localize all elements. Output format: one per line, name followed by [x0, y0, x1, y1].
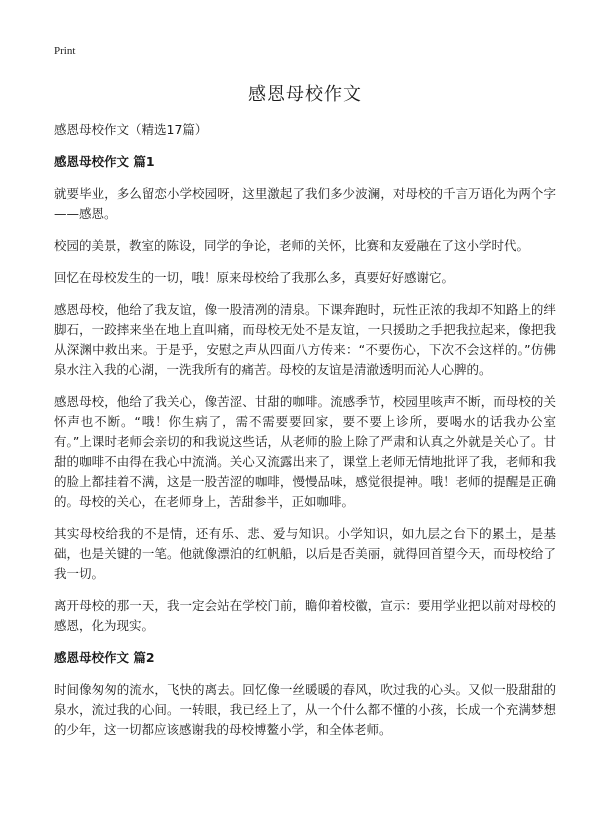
print-link[interactable]: Print [54, 45, 76, 57]
page-title: 感恩母校作文 [248, 84, 362, 105]
section-heading: 感恩母校作文 篇1 [54, 154, 155, 169]
paragraph: 回忆在母校发生的一切，哦！原来母校给了我那么多，真要好好感谢它。 [54, 270, 455, 285]
paragraph: 就要毕业，多么留恋小学校园呀，这里激起了我们多少波澜，对母校的千言万语化为两个字——感恩。 [54, 186, 556, 221]
paragraph: 校园的美景，教室的陈设，同学的争论，老师的关怀，比赛和友爱融在了这小学时代。 [54, 238, 530, 253]
paragraph: 时间像匆匆的流水，飞快的离去。回忆像一丝暖暖的春风，吹过我的心头。又似一股甜甜的泉水，流过我的心间。一转眼，我已经上了，从一个什么都不懂的小孩，长成一个充满梦想的少年，这一切都应该感谢我的母校博鳌小学，和全体老师。 [54, 682, 556, 737]
paragraph: 其实母校给我的不是情，还有乐、悲、爱与知识。小学知识，如九层之台下的累土，是基础，也是关键的一笔。他就像漂泊的红帆船，以后是否美丽，就得回首望今天，而母校给了我一切。 [54, 526, 556, 581]
paragraph: 感恩母校，他给了我友谊，像一股清冽的清泉。下课奔跑时，玩性正浓的我却不知路上的绊脚石，一跤摔来坐在地上直叫痛，而母校无处不是友谊，一只援助之手把我拉起来，像把我从深渊中救出来。于是乎，安慰之声从四面八方传来：“不要伤心，下次不会这样的。”仿佛泉水注入我的心湖，一洗我所有的痛苦。母校的友谊是清澈透明而沁人心脾的。 [54, 302, 556, 377]
document-subtitle: 感恩母校作文（精选17篇） [54, 122, 208, 137]
paragraph: 感恩母校，他给了我关心，像苦涩、甘甜的咖啡。流感季节，校园里咳声不断，而母校的关怀声也不断。“哦！你生病了，需不需要要回家，要不要上诊所，要喝水的话我办公室有。”上课时老师会亲切的和我说这些话，从老师的脸上除了严肃和认真之外就是关心了。甘甜的咖啡不由得在我心中流淌。关心又流露出来了，课堂上老师无情地批评了我，老师和我的脸上都挂着不满，这是一股苦涩的咖啡，慢慢品味，感觉很提神。哦！老师的提醒是正确的。母校的关心，在老师身上，苦甜参半，正如咖啡。 [54, 394, 556, 509]
paragraph: 离开母校的那一天，我一定会站在学校门前，瞻仰着校徽，宣示：要用学业把以前对母校的感恩，化为现实。 [54, 598, 556, 633]
section-heading: 感恩母校作文 篇2 [54, 650, 155, 665]
